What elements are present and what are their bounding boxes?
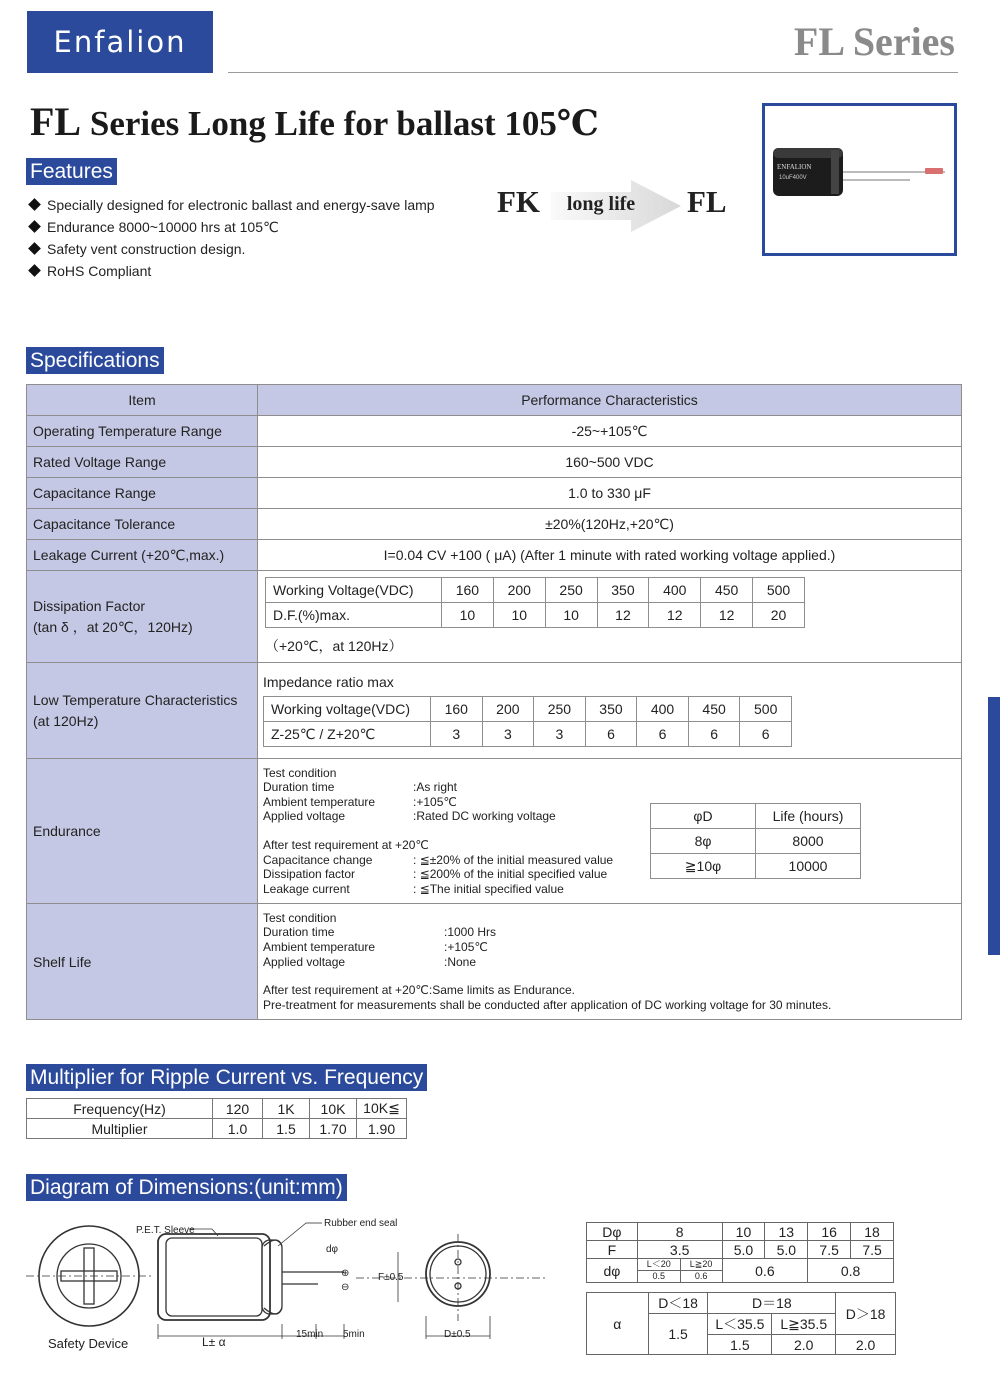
value-cell: 7.5 <box>851 1241 894 1259</box>
value-cell: 2.0 <box>772 1335 836 1355</box>
ripple-heading: Multiplier for Ripple Current vs. Frequency <box>26 1064 427 1091</box>
multiplier-cell: 1.5 <box>263 1119 310 1139</box>
requirement-value: : ≦±20% of the initial measured value <box>413 852 614 867</box>
side-tab-marker <box>988 697 1000 955</box>
sub-value: 0.5 <box>652 1271 665 1281</box>
condition-label: Applied voltage <box>263 954 346 969</box>
inner-header-row <box>651 804 861 829</box>
inner-cell: 400 <box>649 578 701 603</box>
pet-sleeve-label: P.E.T. Sleeve <box>136 1225 195 1236</box>
impedance-ratio-table <box>263 696 792 747</box>
requirement-label: Capacitance change <box>263 852 373 867</box>
size-cell: 8 <box>637 1223 722 1241</box>
row-label: Dφ <box>587 1223 638 1241</box>
inner-cell: Z-25℃ / Z+20℃ <box>264 722 431 747</box>
table-row-dissipation <box>27 571 962 663</box>
requirement-value: : ≦200% of the initial specified value <box>413 867 608 882</box>
value-cell: 1.5 <box>648 1314 708 1355</box>
size-cell: 18 <box>851 1223 894 1241</box>
multiplier-cell: 1.70 <box>310 1119 357 1139</box>
page-title <box>30 98 599 145</box>
inner-cell: 6 <box>585 722 637 747</box>
table-header-row <box>27 385 962 416</box>
dimension-table <box>586 1222 894 1283</box>
inner-cell: φD <box>651 804 756 829</box>
brand-logo: Enfalion <box>27 11 213 73</box>
table-row <box>27 447 962 478</box>
value-cell <box>637 1259 680 1283</box>
column-header-item: Item <box>27 385 258 416</box>
sub-header-cell: L＜35.5 <box>708 1314 772 1335</box>
value-cell <box>680 1259 722 1283</box>
value-cell: 3.5 <box>637 1241 722 1259</box>
row-value <box>258 663 962 759</box>
title-series-code: FL <box>30 99 82 144</box>
inner-header-row <box>264 697 792 722</box>
row-item-line: Low Temperature Characteristics <box>33 691 238 708</box>
inner-cell: 8φ <box>651 829 756 854</box>
value-cell: 7.5 <box>808 1241 851 1259</box>
header-rule <box>228 72 958 73</box>
lead-min-label: 5min <box>343 1329 365 1340</box>
life-hours-table <box>650 803 861 879</box>
inner-cell: 3 <box>431 722 483 747</box>
inner-cell: 6 <box>637 722 689 747</box>
row-item: Rated Voltage Range <box>27 447 258 478</box>
row-label: Multiplier <box>27 1119 213 1139</box>
condition-label: Duration time <box>263 925 335 940</box>
condition-value: :None <box>444 954 477 969</box>
endurance-conditions <box>263 766 650 897</box>
dimensions-heading: Diagram of Dimensions:(unit:mm) <box>26 1174 347 1201</box>
frequency-row <box>27 1099 407 1119</box>
after-test-label: After test requirement at +20℃:Same limits as Endurance. <box>263 983 575 998</box>
table-row-shelf-life <box>27 904 962 1020</box>
inner-value-row <box>264 722 792 747</box>
sub-label: L≧20 <box>681 1259 722 1271</box>
table-row-low-temp <box>27 663 962 759</box>
size-cell: 16 <box>808 1223 851 1241</box>
feature-item <box>30 197 435 213</box>
diamond-bullet-icon <box>28 220 41 233</box>
capacitor-marking-text: 10uF400V <box>779 175 807 181</box>
inner-header-row <box>266 578 805 603</box>
inner-cell: 10 <box>545 603 597 628</box>
condition-value: :As right <box>413 780 458 795</box>
diamond-bullet-icon <box>28 242 41 255</box>
row-item <box>27 571 258 663</box>
dimension-diagram <box>26 1206 556 1356</box>
inner-cell: 500 <box>753 578 805 603</box>
rubber-seal-label: Rubber end seal <box>324 1218 398 1229</box>
inner-cell: 350 <box>597 578 649 603</box>
row-item: Capacitance Tolerance <box>27 509 258 540</box>
condition-value: :1000 Hrs <box>444 925 497 940</box>
column-header-performance: Performance Characteristics <box>258 385 962 416</box>
row-item: Leakage Current (+20℃,max.) <box>27 540 258 571</box>
row-label: α <box>587 1293 649 1355</box>
sub-value: 0.6 <box>694 1271 708 1281</box>
feature-item <box>30 241 245 257</box>
requirement-value: : ≦The initial specified value <box>413 881 564 896</box>
inner-cell: 12 <box>649 603 701 628</box>
inner-cell: 250 <box>534 697 586 722</box>
row-item-line: Dissipation Factor <box>33 597 146 614</box>
value-cell: 2.0 <box>836 1335 896 1355</box>
row-value: -25~+105℃ <box>258 416 962 447</box>
header-cell: D＞18 <box>836 1293 896 1335</box>
inner-cell: ≧10φ <box>651 854 756 879</box>
inner-cell: 200 <box>493 578 545 603</box>
inner-cell: 160 <box>442 578 494 603</box>
features-heading: Features <box>26 158 117 185</box>
plus-lead-label: ⊕ <box>341 1268 350 1279</box>
value-cell: 0.6 <box>722 1259 808 1283</box>
inner-value-row <box>266 603 805 628</box>
inner-cell: 3 <box>534 722 586 747</box>
value-cell: 0.8 <box>808 1259 894 1283</box>
inner-cell: 12 <box>701 603 753 628</box>
value-cell: 5.0 <box>765 1241 808 1259</box>
inner-cell: 450 <box>701 578 753 603</box>
row-value: 160~500 VDC <box>258 447 962 478</box>
inner-cell: 10 <box>442 603 494 628</box>
row-item: Shelf Life <box>27 904 258 1020</box>
multiplier-row <box>27 1119 407 1139</box>
row-item: Capacitance Range <box>27 478 258 509</box>
feature-text: Endurance 8000~10000 hrs at 105℃ <box>47 219 279 235</box>
inner-cell: D.F.(%)max. <box>266 603 442 628</box>
diamond-bullet-icon <box>28 198 41 211</box>
diamond-bullet-icon <box>28 264 41 277</box>
row-value <box>258 759 962 904</box>
multiplier-cell: 1.0 <box>213 1119 263 1139</box>
inner-cell: 6 <box>688 722 740 747</box>
inner-value-row <box>651 829 861 854</box>
row-item: Endurance <box>27 759 258 904</box>
pre-treatment-note: Pre-treatment for measurements shall be conducted after application of DC working voltage for 30 minutes. <box>263 997 832 1012</box>
test-condition-label: Test condition <box>263 910 337 925</box>
capacitor-brand-text: ENFALION <box>777 163 812 171</box>
row-label: Frequency(Hz) <box>27 1099 213 1119</box>
specifications-heading: Specifications <box>26 347 164 374</box>
capacitor-image <box>765 106 954 253</box>
condition-label: Ambient temperature <box>263 794 376 809</box>
frequency-cell: 120 <box>213 1099 263 1119</box>
requirement-label: Leakage current <box>263 881 350 896</box>
header-cell: D＜18 <box>648 1293 708 1314</box>
feature-item <box>30 263 151 279</box>
inner-cell: 10 <box>493 603 545 628</box>
table-row <box>27 540 962 571</box>
inner-cell: 350 <box>585 697 637 722</box>
lead-min-label: 15min <box>296 1329 324 1340</box>
test-condition-label: Test condition <box>263 765 337 780</box>
inner-cell: 6 <box>740 722 792 747</box>
row-label: dφ <box>587 1259 638 1283</box>
size-cell: 13 <box>765 1223 808 1241</box>
series-title: FL Series <box>793 19 955 64</box>
value-cell: 5.0 <box>722 1241 765 1259</box>
row-item-line: (tan δ ，at 20℃，120Hz) <box>33 618 193 635</box>
requirement-label: Dissipation factor <box>263 867 356 882</box>
sub-label: L＜20 <box>638 1259 680 1271</box>
inner-cell: 12 <box>597 603 649 628</box>
row-value <box>258 904 962 1020</box>
sub-header-cell: L≧35.5 <box>772 1314 836 1335</box>
dissipation-note: （+20℃，at 120Hz） <box>265 638 403 654</box>
safety-device-label: Safety Device <box>48 1336 129 1351</box>
row-value: 1.0 to 330 μF <box>258 478 962 509</box>
dissipation-factor-table <box>265 577 805 628</box>
frequency-cell: 10K≦ <box>357 1099 407 1119</box>
inner-cell: 250 <box>545 578 597 603</box>
condition-value: :+105℃ <box>413 794 457 809</box>
from-series: FK <box>497 184 541 219</box>
feature-text: Safety vent construction design. <box>47 241 246 257</box>
inner-cell: Life (hours) <box>756 804 861 829</box>
row-item: Operating Temperature Range <box>27 416 258 447</box>
frequency-cell: 1K <box>263 1099 310 1119</box>
value-cell: 1.5 <box>708 1335 772 1355</box>
row-label: F <box>587 1241 638 1259</box>
title-text: Series Long Life for ballast 105℃ <box>89 104 599 143</box>
size-cell: 10 <box>722 1223 765 1241</box>
condition-label: Duration time <box>263 780 335 795</box>
condition-value: :Rated DC working voltage <box>413 809 556 824</box>
condition-label: Ambient temperature <box>263 939 376 954</box>
inner-cell: Working voltage(VDC) <box>264 697 431 722</box>
lead-spacing-label: F±0.5 <box>378 1272 404 1283</box>
arrow-label: long life <box>566 193 636 215</box>
row-value: I=0.04 CV +100 ( μA) (After 1 minute with rated working voltage applied.) <box>258 540 962 571</box>
ripple-multiplier-table <box>26 1098 407 1139</box>
table-row <box>587 1259 894 1283</box>
specifications-table <box>26 384 962 1020</box>
product-photo <box>762 103 957 256</box>
inner-cell: 3 <box>482 722 534 747</box>
table-row <box>587 1223 894 1241</box>
table-row-endurance <box>27 759 962 904</box>
to-series: FL <box>687 184 727 219</box>
table-row <box>27 416 962 447</box>
inner-cell: Working Voltage(VDC) <box>266 578 442 603</box>
length-label: L± α <box>202 1335 226 1349</box>
inner-cell: 450 <box>688 697 740 722</box>
minus-lead-label: ⊖ <box>341 1282 350 1293</box>
header-cell: D＝18 <box>708 1293 836 1314</box>
table-row <box>27 478 962 509</box>
multiplier-cell: 1.90 <box>357 1119 407 1139</box>
inner-cell: 500 <box>740 697 792 722</box>
condition-value: :+105℃ <box>444 939 488 954</box>
feature-text: RoHS Compliant <box>47 263 152 279</box>
table-row <box>587 1241 894 1259</box>
inner-cell: 20 <box>753 603 805 628</box>
feature-text: Specially designed for electronic ballast and energy-save lamp <box>47 197 435 213</box>
alpha-table <box>586 1292 896 1355</box>
table-row <box>27 509 962 540</box>
inner-cell: 400 <box>637 697 689 722</box>
inner-cell: 200 <box>482 697 534 722</box>
row-item <box>27 663 258 759</box>
feature-item <box>30 219 279 236</box>
row-item-line: (at 120Hz) <box>33 712 99 729</box>
table-row <box>587 1293 896 1314</box>
condition-label: Applied voltage <box>263 809 346 824</box>
inner-cell: 8000 <box>756 829 861 854</box>
frequency-cell: 10K <box>310 1099 357 1119</box>
inner-cell: 160 <box>431 697 483 722</box>
shelf-conditions <box>263 911 961 1013</box>
impedance-title: Impedance ratio max <box>263 674 394 690</box>
inner-cell: 10000 <box>756 854 861 879</box>
diameter-label: D±0.5 <box>444 1329 471 1340</box>
inner-value-row <box>651 854 861 879</box>
row-value: ±20%(120Hz,+20℃) <box>258 509 962 540</box>
after-test-label: After test requirement at +20℃ <box>263 838 429 852</box>
row-value <box>258 571 962 663</box>
lead-diameter-label: dφ <box>326 1244 339 1255</box>
